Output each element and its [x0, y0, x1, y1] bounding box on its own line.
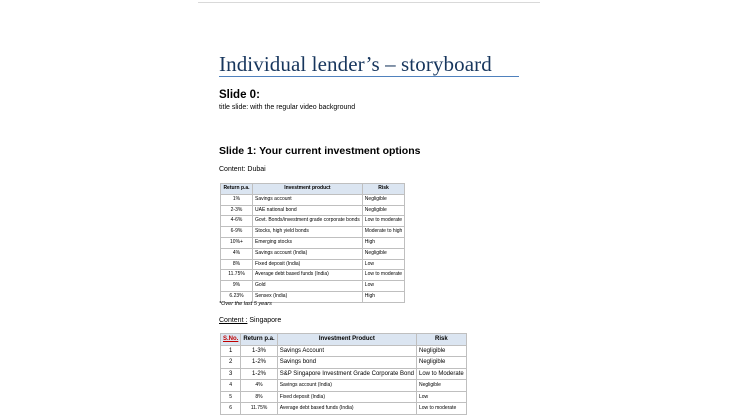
table-cell: Low to Moderate — [417, 368, 467, 380]
table-row — [221, 194, 405, 205]
table-cell: 1-2% — [241, 357, 277, 369]
table-cell: 6-9% — [221, 227, 253, 238]
table-cell: Emerging stocks — [253, 237, 363, 248]
table-row — [221, 227, 405, 238]
dubai-footnote: *Over the last 5 years — [219, 301, 272, 307]
table-row — [221, 270, 405, 281]
table-row — [221, 380, 467, 392]
header-sno: S.No. — [221, 334, 241, 346]
table-cell: Savings Account — [277, 345, 416, 357]
table-row — [221, 205, 405, 216]
table-cell: Average debt based funds (India) — [253, 270, 363, 281]
table-cell: Low — [362, 281, 405, 292]
table-cell: Savings account (India) — [253, 248, 363, 259]
table-cell: Govt. Bonds/investment grade corporate bonds — [253, 216, 363, 227]
table-cell: 11.75% — [221, 270, 253, 281]
table-cell: Negligible — [417, 345, 467, 357]
table-cell: Savings account — [253, 194, 363, 205]
table-cell: Sensex (India) — [253, 291, 363, 302]
slide0-description: title slide: with the regular video background — [219, 104, 356, 111]
table-cell: Savings bond — [277, 357, 416, 369]
singapore-label-value: Singapore — [247, 317, 282, 324]
slide1-heading: Slide 1: Your current investment options — [219, 145, 421, 157]
table-header-row — [221, 334, 467, 346]
header-return: Return p.a. — [221, 184, 253, 195]
table-cell: Negligible — [417, 357, 467, 369]
table-cell: 9% — [221, 281, 253, 292]
table-cell: Fixed deposit (India) — [253, 259, 363, 270]
page-top-border — [198, 2, 540, 3]
table-cell: Stocks, high yield bonds — [253, 227, 363, 238]
table-cell: 3 — [221, 368, 241, 380]
table-cell: 1 — [221, 345, 241, 357]
singapore-label-prefix: Content : — [219, 317, 248, 324]
singapore-content-label — [219, 317, 281, 324]
table-cell: 2 — [221, 357, 241, 369]
table-cell: Low — [417, 391, 467, 403]
table-cell: S&P Singapore Investment Grade Corporate Bond — [277, 368, 416, 380]
table-cell: 4% — [241, 380, 277, 392]
table-cell: Savings account (India) — [277, 380, 416, 392]
table-cell: Moderate to high — [362, 227, 405, 238]
header-return: Return p.a. — [241, 334, 277, 346]
table-cell: High — [362, 291, 405, 302]
table-cell: Gold — [253, 281, 363, 292]
table-cell: 6.23% — [221, 291, 253, 302]
header-risk: Risk — [362, 184, 405, 195]
table-cell: 1% — [221, 194, 253, 205]
table-cell: 2-3% — [221, 205, 253, 216]
table-row — [221, 237, 405, 248]
table-cell: UAE national bond — [253, 205, 363, 216]
table-row — [221, 248, 405, 259]
table-cell: Low to moderate — [362, 216, 405, 227]
table-cell: 8% — [241, 391, 277, 403]
table-cell: Negligible — [362, 248, 405, 259]
table-cell: Negligible — [362, 194, 405, 205]
table-cell: Average debt based funds (India) — [277, 403, 416, 415]
table-cell: 6 — [221, 403, 241, 415]
table-cell: 5 — [221, 391, 241, 403]
table-cell: Negligible — [362, 205, 405, 216]
table-row — [221, 281, 405, 292]
table-row — [221, 345, 467, 357]
table-cell: 11.75% — [241, 403, 277, 415]
table-cell: 4-6% — [221, 216, 253, 227]
table-row — [221, 357, 467, 369]
header-risk: Risk — [417, 334, 467, 346]
table-row — [221, 368, 467, 380]
slide0-heading: Slide 0: — [219, 89, 260, 101]
dubai-content-label: Content: Dubai — [219, 166, 266, 173]
table-cell: 4 — [221, 380, 241, 392]
table-cell: 4% — [221, 248, 253, 259]
header-product: Investment product — [253, 184, 363, 195]
table-header-row — [221, 184, 405, 195]
singapore-investment-table — [220, 333, 467, 415]
table-cell: 10%+ — [221, 237, 253, 248]
table-row — [221, 259, 405, 270]
document-title: Individual lender’s – storyboard — [219, 52, 492, 76]
table-cell: 8% — [221, 259, 253, 270]
table-cell: Low to moderate — [417, 403, 467, 415]
table-cell: 1-2% — [241, 368, 277, 380]
table-cell: Negligible — [417, 380, 467, 392]
table-cell: Low — [362, 259, 405, 270]
table-row — [221, 216, 405, 227]
title-underline — [219, 76, 519, 77]
table-row — [221, 403, 467, 415]
table-cell: 1-3% — [241, 345, 277, 357]
table-cell: High — [362, 237, 405, 248]
table-cell: Low to moderate — [362, 270, 405, 281]
header-product: Investment Product — [277, 334, 416, 346]
dubai-investment-table — [220, 183, 405, 303]
table-cell: Fixed deposit (India) — [277, 391, 416, 403]
table-row — [221, 391, 467, 403]
